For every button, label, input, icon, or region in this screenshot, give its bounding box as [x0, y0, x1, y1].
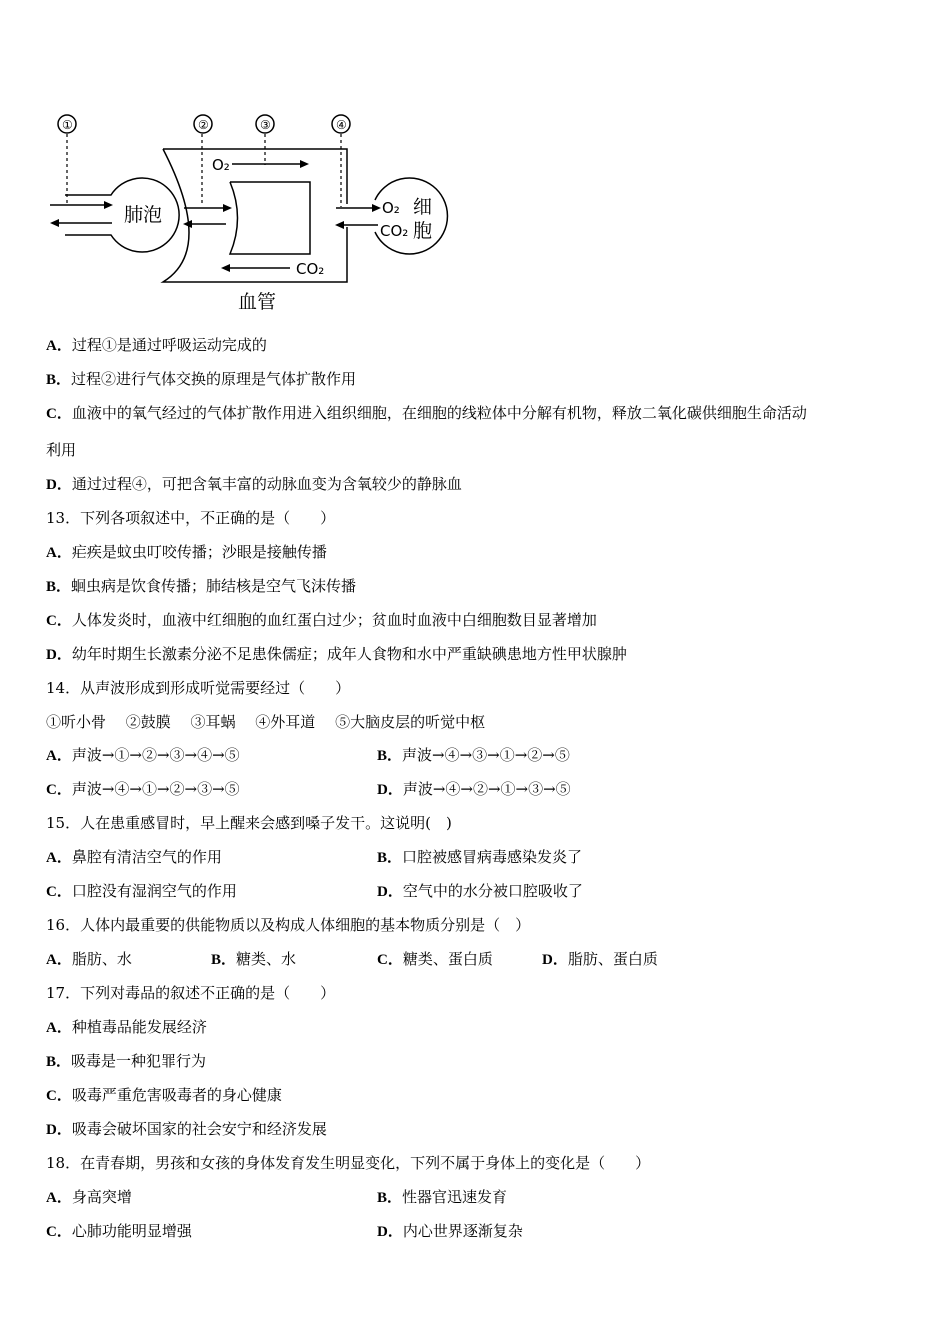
co2-label: CO₂	[296, 260, 325, 278]
option-label: D．	[46, 1122, 72, 1138]
option-text: 口腔被感冒病毒感染发炎了	[402, 848, 583, 866]
q14-option-d	[377, 779, 571, 800]
q13-option-a	[46, 542, 327, 563]
option-text: 通过过程④，可把含氧丰富的动脉血变为含氧较少的静脉血	[71, 475, 462, 493]
option-text: 种植毒品能发展经济	[71, 1018, 207, 1036]
q18-option-b	[377, 1187, 507, 1208]
option-text: 声波→①→②→③→④→⑤	[71, 746, 240, 764]
option-text: 过程①是通过呼吸运动完成的	[71, 336, 267, 354]
q13-option-b	[46, 576, 356, 597]
q17-option-c	[46, 1085, 282, 1106]
option-text: 身高突增	[71, 1188, 132, 1206]
q15-option-d	[377, 881, 583, 902]
option-label: D．	[377, 884, 403, 900]
option-text: 口腔没有湿润空气的作用	[71, 882, 237, 900]
option-label: B．	[377, 748, 403, 764]
q18-stem: 18．在青春期，男孩和女孩的身体发育发生明显变化，下列不属于身体上的变化是（ ）	[46, 1154, 651, 1172]
q18-option-d	[377, 1221, 523, 1242]
option-text: 声波→④→②→①→③→⑤	[402, 780, 571, 798]
option-label: B．	[46, 579, 72, 595]
q12-option-b	[46, 369, 356, 390]
q16-option-d	[542, 949, 658, 970]
option-label: D．	[377, 782, 403, 798]
q18-option-c	[46, 1221, 192, 1242]
option-text: 疟疾是蚊虫叮咬传播；沙眼是接触传播	[71, 543, 327, 561]
vessel-label: 血管	[238, 291, 277, 313]
option-text: 声波→④→③→①→②→⑤	[402, 746, 570, 764]
q17-option-b	[46, 1051, 206, 1072]
option-text: 利用	[46, 441, 77, 459]
q15-stem: 15．人在患重感冒时，早上醒来会感到嗓子发干。这说明( )	[46, 814, 452, 832]
option-text: 内心世界逐渐复杂	[402, 1222, 523, 1240]
q14-option-a	[46, 745, 240, 766]
option-label: D．	[542, 952, 568, 968]
q12-option-c	[46, 403, 807, 424]
option-label: C．	[46, 782, 72, 798]
q17-option-d	[46, 1119, 327, 1140]
q18-option-a	[46, 1187, 132, 1208]
option-text: 心肺功能明显增强	[71, 1222, 192, 1240]
q17-option-a	[46, 1017, 207, 1038]
option-label: C．	[377, 952, 403, 968]
option-label: B．	[46, 372, 72, 388]
respiration-diagram	[0, 0, 460, 320]
q17-stem: 17．下列对毒品的叙述不正确的是（ ）	[46, 984, 336, 1002]
q14-option-c	[46, 779, 240, 800]
q16-option-c	[377, 949, 493, 970]
option-label: C．	[46, 884, 72, 900]
q16-option-b	[211, 949, 296, 970]
q16-option-a	[46, 949, 132, 970]
q13-option-c	[46, 610, 597, 631]
option-label: D．	[46, 647, 72, 663]
q14-note: ①听小骨 ②鼓膜 ③耳蜗 ④外耳道 ⑤大脑皮层的听觉中枢	[46, 713, 486, 731]
option-label: A．	[46, 545, 72, 561]
vessel-inner	[230, 182, 310, 254]
option-text: 血液中的氧气经过的气体扩散作用进入组织细胞，在细胞的线粒体中分解有机物，释放二氧化碳供细胞生命活动	[71, 404, 807, 422]
option-label: B．	[46, 1054, 72, 1070]
cell-o2-label: O₂	[382, 199, 400, 217]
q12-option-d	[46, 474, 462, 495]
cell-label-top: 细	[413, 196, 433, 218]
q13-stem: 13．下列各项叙述中，不正确的是（ ）	[46, 509, 336, 527]
option-text: 糖类、水	[236, 950, 297, 968]
marker-3: ③	[260, 118, 271, 132]
option-text: 吸毒会破坏国家的社会安宁和经济发展	[71, 1120, 327, 1138]
option-text: 糖类、蛋白质	[402, 950, 493, 968]
option-text: 人体发炎时，血液中红细胞的血红蛋白过少；贫血时血液中白细胞数目显著增加	[71, 611, 597, 629]
alveolus-label: 肺泡	[124, 204, 163, 226]
q15-option-c	[46, 881, 237, 902]
o2-label: O₂	[212, 156, 230, 174]
cell-co2-label: CO₂	[380, 222, 409, 240]
option-text: 过程②进行气体交换的原理是气体扩散作用	[71, 370, 357, 388]
option-text: 脂肪、水	[71, 950, 132, 968]
cell-label-bottom: 胞	[413, 220, 433, 242]
option-text: 幼年时期生长激素分泌不足患侏儒症；成年人食物和水中严重缺碘患地方性甲状腺肿	[71, 645, 627, 663]
marker-4: ④	[336, 118, 347, 132]
option-label: A．	[46, 952, 72, 968]
option-label: A．	[46, 850, 72, 866]
option-label: C．	[46, 1088, 72, 1104]
option-label: B．	[377, 1190, 403, 1206]
option-label: A．	[46, 1020, 72, 1036]
option-text: 声波→④→①→②→③→⑤	[71, 780, 240, 798]
option-label: C．	[46, 1224, 72, 1240]
q14-stem: 14．从声波形成到形成听觉需要经过（ ）	[46, 679, 351, 697]
option-label: B．	[211, 952, 237, 968]
option-label: D．	[377, 1224, 403, 1240]
option-label: A．	[46, 1190, 72, 1206]
q14-option-b	[377, 745, 570, 766]
option-label: D．	[46, 477, 72, 493]
option-label: A．	[46, 338, 72, 354]
marker-1: ①	[62, 118, 73, 132]
option-text: 脂肪、蛋白质	[567, 950, 658, 968]
option-text: 鼻腔有清洁空气的作用	[71, 848, 222, 866]
q12-option-a	[46, 335, 267, 356]
q15-option-a	[46, 847, 222, 868]
q15-option-b	[377, 847, 582, 868]
option-text: 空气中的水分被口腔吸收了	[402, 882, 583, 900]
q16-stem: 16．人体内最重要的供能物质以及构成人体细胞的基本物质分别是（ ）	[46, 916, 531, 934]
option-text: 蛔虫病是饮食传播；肺结核是空气飞沫传播	[71, 577, 357, 595]
option-label: C．	[46, 613, 72, 629]
option-label: B．	[377, 850, 403, 866]
marker-2: ②	[198, 118, 209, 132]
option-text: 吸毒是一种犯罪行为	[71, 1052, 207, 1070]
option-text: 吸毒严重危害吸毒者的身心健康	[71, 1086, 282, 1104]
q13-option-d	[46, 644, 627, 665]
option-text: 性器官迅速发育	[402, 1188, 508, 1206]
q12-option-c-cont	[46, 440, 76, 460]
option-label: C．	[46, 406, 72, 422]
option-label: A．	[46, 748, 72, 764]
